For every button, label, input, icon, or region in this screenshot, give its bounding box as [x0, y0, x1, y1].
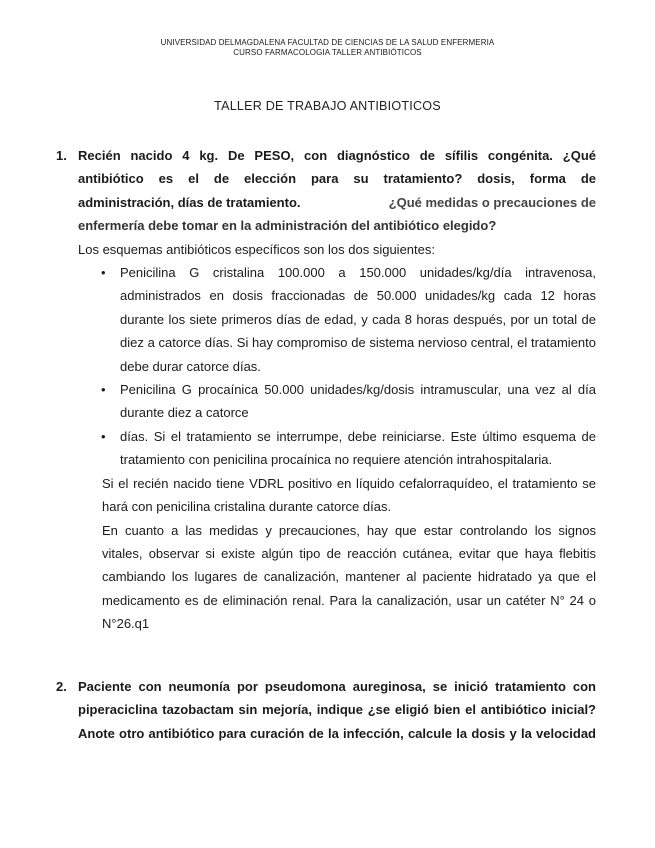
- question-1-line-3: [78, 191, 596, 214]
- list-item: [101, 425, 596, 472]
- answer-1-bullet-list: [78, 261, 596, 472]
- answer-1-intro: Los esquemas antibióticos específicos son los dos siguientes:: [78, 241, 435, 257]
- question-1-line-3b: ¿Qué medidas o precauciones de: [388, 194, 596, 210]
- header-line-1: UNIVERSIDAD DELMAGDALENA FACULTAD DE CIENCIAS DE LA SALUD ENFERMERIA: [160, 38, 495, 47]
- page-title: TALLER DE TRABAJO ANTIBIOTICOS: [214, 99, 441, 113]
- question-1-line-3a: administración, días de tratamiento.: [78, 194, 301, 210]
- answer-1-paragraph-2: En cuanto a las medidas y precauciones, hay que estar controlando los signos vitales, observar si existe algún tipo de reacción cutánea, evitar que haya flebitis cambiando los lugares de canalización, mantener al paciente hidratado ya que el medicamento es de eliminación renal. Para la canalización, usar un catéter N° 24 o N°26.q1: [102, 522, 596, 632]
- question-2-line-3: Anote otro antibiótico para curación de la infección, calcule la dosis y la velocidad: [78, 725, 596, 741]
- question-2: [56, 675, 596, 745]
- question-2-line-1: Paciente con neumonía por pseudomona aureginosa, se inició tratamiento con: [78, 679, 596, 694]
- header-line-2: CURSO FARMACOLOGIA TALLER ANTIBIÓTICOS: [233, 48, 422, 57]
- question-1-number: 1.: [56, 148, 67, 163]
- bullet-icon: •: [101, 265, 106, 281]
- bullet-text-1: Penicilina G cristalina 100.000 a 150.000 unidades/kg/día intravenosa, administrados en dosis fraccionadas de 50.000 unidades/kg cada 12 horas durante los siete primeros días de edad, y cada 8 horas después, por un total de diez a catorce días. Si hay compromiso de sistema nervioso central, el tratamiento debe durar catorce días.: [120, 265, 596, 374]
- question-1-line-4: enfermería debe tomar en la administración del antibiótico elegido?: [78, 218, 497, 234]
- question-1-line-1: Recién nacido 4 kg. De PESO, con diagnóstico de sífilis congénita. ¿Qué: [78, 148, 596, 163]
- list-item: [101, 378, 596, 425]
- answer-1-paragraph-1: Si el recién nacido tiene VDRL positivo en líquido cefalorraquídeo, el tratamiento se hará con penicilina cristalina durante catorce días.: [102, 475, 596, 515]
- list-item: [101, 261, 596, 378]
- question-1: [56, 144, 596, 636]
- question-2-number: 2.: [56, 679, 67, 694]
- question-1-line-2: antibiótico es el de elección para su tratamiento? dosis, forma de: [78, 171, 596, 187]
- bullet-text-2: Penicilina G procaínica 50.000 unidades/kg/dosis intramuscular, una vez al día durante diez a catorce: [120, 382, 596, 421]
- bullet-icon: •: [101, 382, 106, 398]
- question-2-line-2: piperaciclina tazobactam sin mejoría, indique ¿se eligió bien el antibiótico inicial?: [78, 702, 596, 718]
- bullet-text-3: días. Si el tratamiento se interrumpe, debe reiniciarse. Este último esquema de tratamiento con penicilina procaínica no requiere atención intrahospitalaria.: [120, 428, 596, 468]
- document-header: [0, 38, 655, 58]
- bullet-icon: •: [101, 428, 106, 444]
